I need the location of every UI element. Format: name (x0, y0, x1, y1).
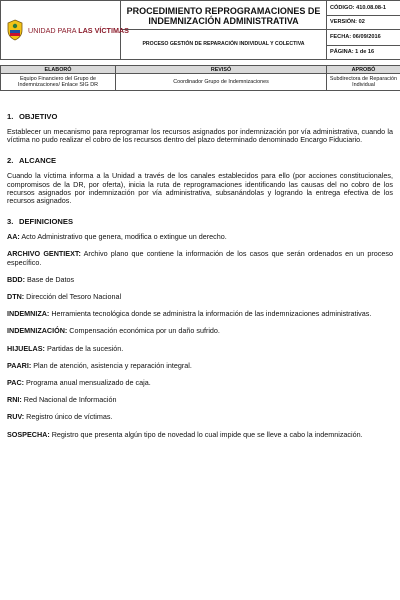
brand-text (28, 26, 129, 35)
section-number: 1. (7, 112, 14, 121)
section-heading: ALCANCE (19, 156, 57, 166)
definition-text: Acto Administrativo que genera, modifica o extingue un derecho. (19, 232, 227, 242)
colombia-seal-icon (6, 19, 24, 41)
logo-cell (1, 1, 129, 60)
definition-text: Partidas de la sucesión. (44, 343, 124, 353)
subtitle-cell (121, 30, 327, 60)
definition-term: PAARI: (7, 360, 32, 370)
definition-item (7, 396, 393, 404)
definition-item (7, 250, 393, 266)
definition-term: INDEMNIZACIÓN: (7, 326, 68, 336)
section-number: 3. (7, 217, 14, 227)
signature-table (0, 65, 400, 91)
definition-item (7, 431, 393, 439)
reviso-label: REVISÓ (116, 66, 327, 74)
brand-prefix: UNIDAD PARA (28, 25, 79, 35)
definition-term: ARCHIVO GENTIEXT: (7, 249, 81, 259)
codigo: CÓDIGO: 410.08.08-1 (327, 1, 400, 16)
definition-item (7, 345, 393, 353)
aprobo-value: Subdirectora de Reparación Individual (327, 74, 400, 91)
version: VERSIÓN: 02 (327, 15, 400, 30)
definition-term: SOSPECHA: (7, 429, 50, 439)
section-title-objetivo (7, 112, 393, 121)
definition-text: Registro que presenta algún tipo de novedad lo cual impide que se lleve a cabo la indemnización. (49, 429, 363, 439)
section-number: 2. (7, 156, 14, 166)
definition-text: Registro único de víctimas. (24, 412, 113, 422)
definition-text: Plan de atención, asistencia y reparación integral. (31, 360, 192, 370)
definition-text: Herramienta tecnológica donde se administra la información de las indemnizaciones administrativas. (49, 309, 372, 319)
definition-text: Programa anual mensualizado de caja. (24, 378, 151, 388)
document-title: PROCEDIMIENTO REPROGRAMACIONES DE INDEMNIZACIÓN ADMINISTRATIVA (126, 6, 321, 26)
definition-item (7, 293, 393, 301)
definition-term: HIJUELAS: (7, 343, 45, 353)
definition-text: Archivo plano que contiene la información de los casos que serán ordenados en un proceso específico. (7, 249, 393, 267)
definition-term: RUV: (7, 412, 25, 422)
unidad-victimas-logo (4, 1, 129, 59)
brand-bold: LAS VÍCTIMAS (78, 25, 129, 35)
objetivo-text: Establecer un mecanismo para reprogramar los recursos asignados por indemnización por vía administrativa, cuando la víctima no pudo realizar el cobro de los recursos dentro del plazo determinado denominado Encargo Fiduciario. (7, 127, 393, 145)
definition-term: RNI: (7, 395, 22, 405)
definition-term: AA: (7, 232, 20, 242)
definition-term: BDD: (7, 274, 25, 284)
process-subtitle: PROCESO GESTIÓN DE REPARACIÓN INDIVIDUAL Y COLECTIVA (142, 41, 305, 47)
definition-item (7, 276, 393, 284)
section-title-alcance (7, 156, 393, 165)
definition-item (7, 379, 393, 387)
definition-text: Dirección del Tesoro Nacional (24, 292, 122, 302)
alcance-text: Cuando la víctima informa a la Unidad a través de los canales establecidos para ello (por acciones constitucionales, compromisos de la DR, por oferta), inicia la ruta de reprogramaciones identificando las causas del no cobro de los recursos asignados por indemnización por vía administrativa, subsanándolas y logrando la entrega efectiva de los recursos asignados. (7, 171, 393, 206)
definition-text: Compensación económica por un daño sufrido. (67, 326, 220, 336)
definition-item (7, 310, 393, 318)
pagina: PÁGINA: 1 de 16 (327, 45, 400, 60)
definition-term: DTN: (7, 292, 25, 302)
document-body (7, 112, 393, 448)
document-header (0, 0, 400, 60)
section-heading: OBJETIVO (19, 112, 58, 121)
definition-text: Base de Datos (24, 274, 75, 284)
aprobo-label: APROBÓ (327, 66, 400, 74)
fecha: FECHA: 06/09/2016 (327, 30, 400, 46)
reviso-value: Coordinador Grupo de Indemnizaciones (116, 74, 327, 91)
definition-item (7, 233, 393, 241)
elaboro-label: ELABORÓ (1, 66, 116, 74)
section-title-definiciones (7, 217, 393, 226)
definition-term: INDEMNIZA: (7, 309, 50, 319)
definition-item (7, 413, 393, 421)
elaboro-value: Equipo Financiero del Grupo de Indemnizaciones/ Enlace SIG DR (1, 74, 116, 91)
definition-term: PAC: (7, 378, 25, 388)
definition-item (7, 362, 393, 370)
definition-text: Red Nacional de Información (21, 395, 117, 405)
definition-item (7, 327, 393, 335)
section-heading: DEFINICIONES (19, 217, 74, 227)
title-cell (121, 1, 327, 30)
